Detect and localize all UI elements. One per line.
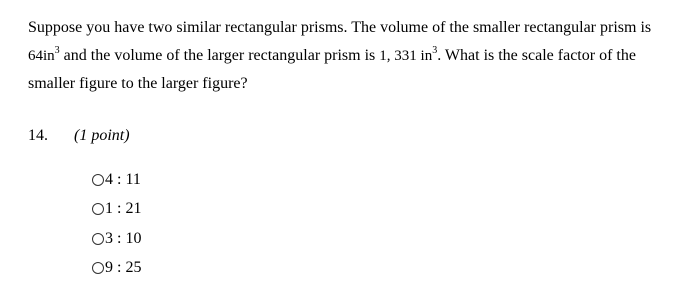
small-volume-unit: in xyxy=(43,48,55,64)
answer-option-label: 3 : 10 xyxy=(105,229,142,247)
large-volume xyxy=(379,45,438,64)
answer-options xyxy=(92,165,141,283)
answer-option-4[interactable] xyxy=(92,254,141,284)
answer-option-2[interactable] xyxy=(92,195,141,225)
answer-option-3[interactable] xyxy=(92,224,141,254)
question-number: 14. xyxy=(28,127,48,144)
small-volume xyxy=(28,45,60,64)
answer-option-1[interactable] xyxy=(92,165,141,195)
question-points: (1 point) xyxy=(74,127,130,144)
radio-button-icon[interactable] xyxy=(92,233,104,245)
answer-option-label: 9 : 25 xyxy=(105,259,142,277)
answer-option-label: 1 : 21 xyxy=(105,200,142,218)
large-volume-unit: in xyxy=(420,48,433,64)
small-volume-value: 64 xyxy=(28,48,43,64)
question-text xyxy=(28,14,668,98)
radio-button-icon[interactable] xyxy=(92,203,104,215)
radio-button-icon[interactable] xyxy=(92,174,104,186)
radio-button-icon[interactable] xyxy=(92,262,104,274)
question-text-part-3: . What is the scale factor of the smaller figure to the larger figure? xyxy=(28,47,636,92)
answer-option-label: 4 : 11 xyxy=(105,170,141,188)
large-volume-value: 1, 331 xyxy=(379,48,417,64)
large-volume-exponent: 3 xyxy=(432,45,438,56)
small-volume-exponent: 3 xyxy=(54,45,60,56)
question-text-part-2: and the volume of the larger rectangular prism is xyxy=(59,47,380,64)
question-text-part-1: Suppose you have two similar rectangular prisms. The volume of the smaller rectangular prism is xyxy=(28,19,652,36)
